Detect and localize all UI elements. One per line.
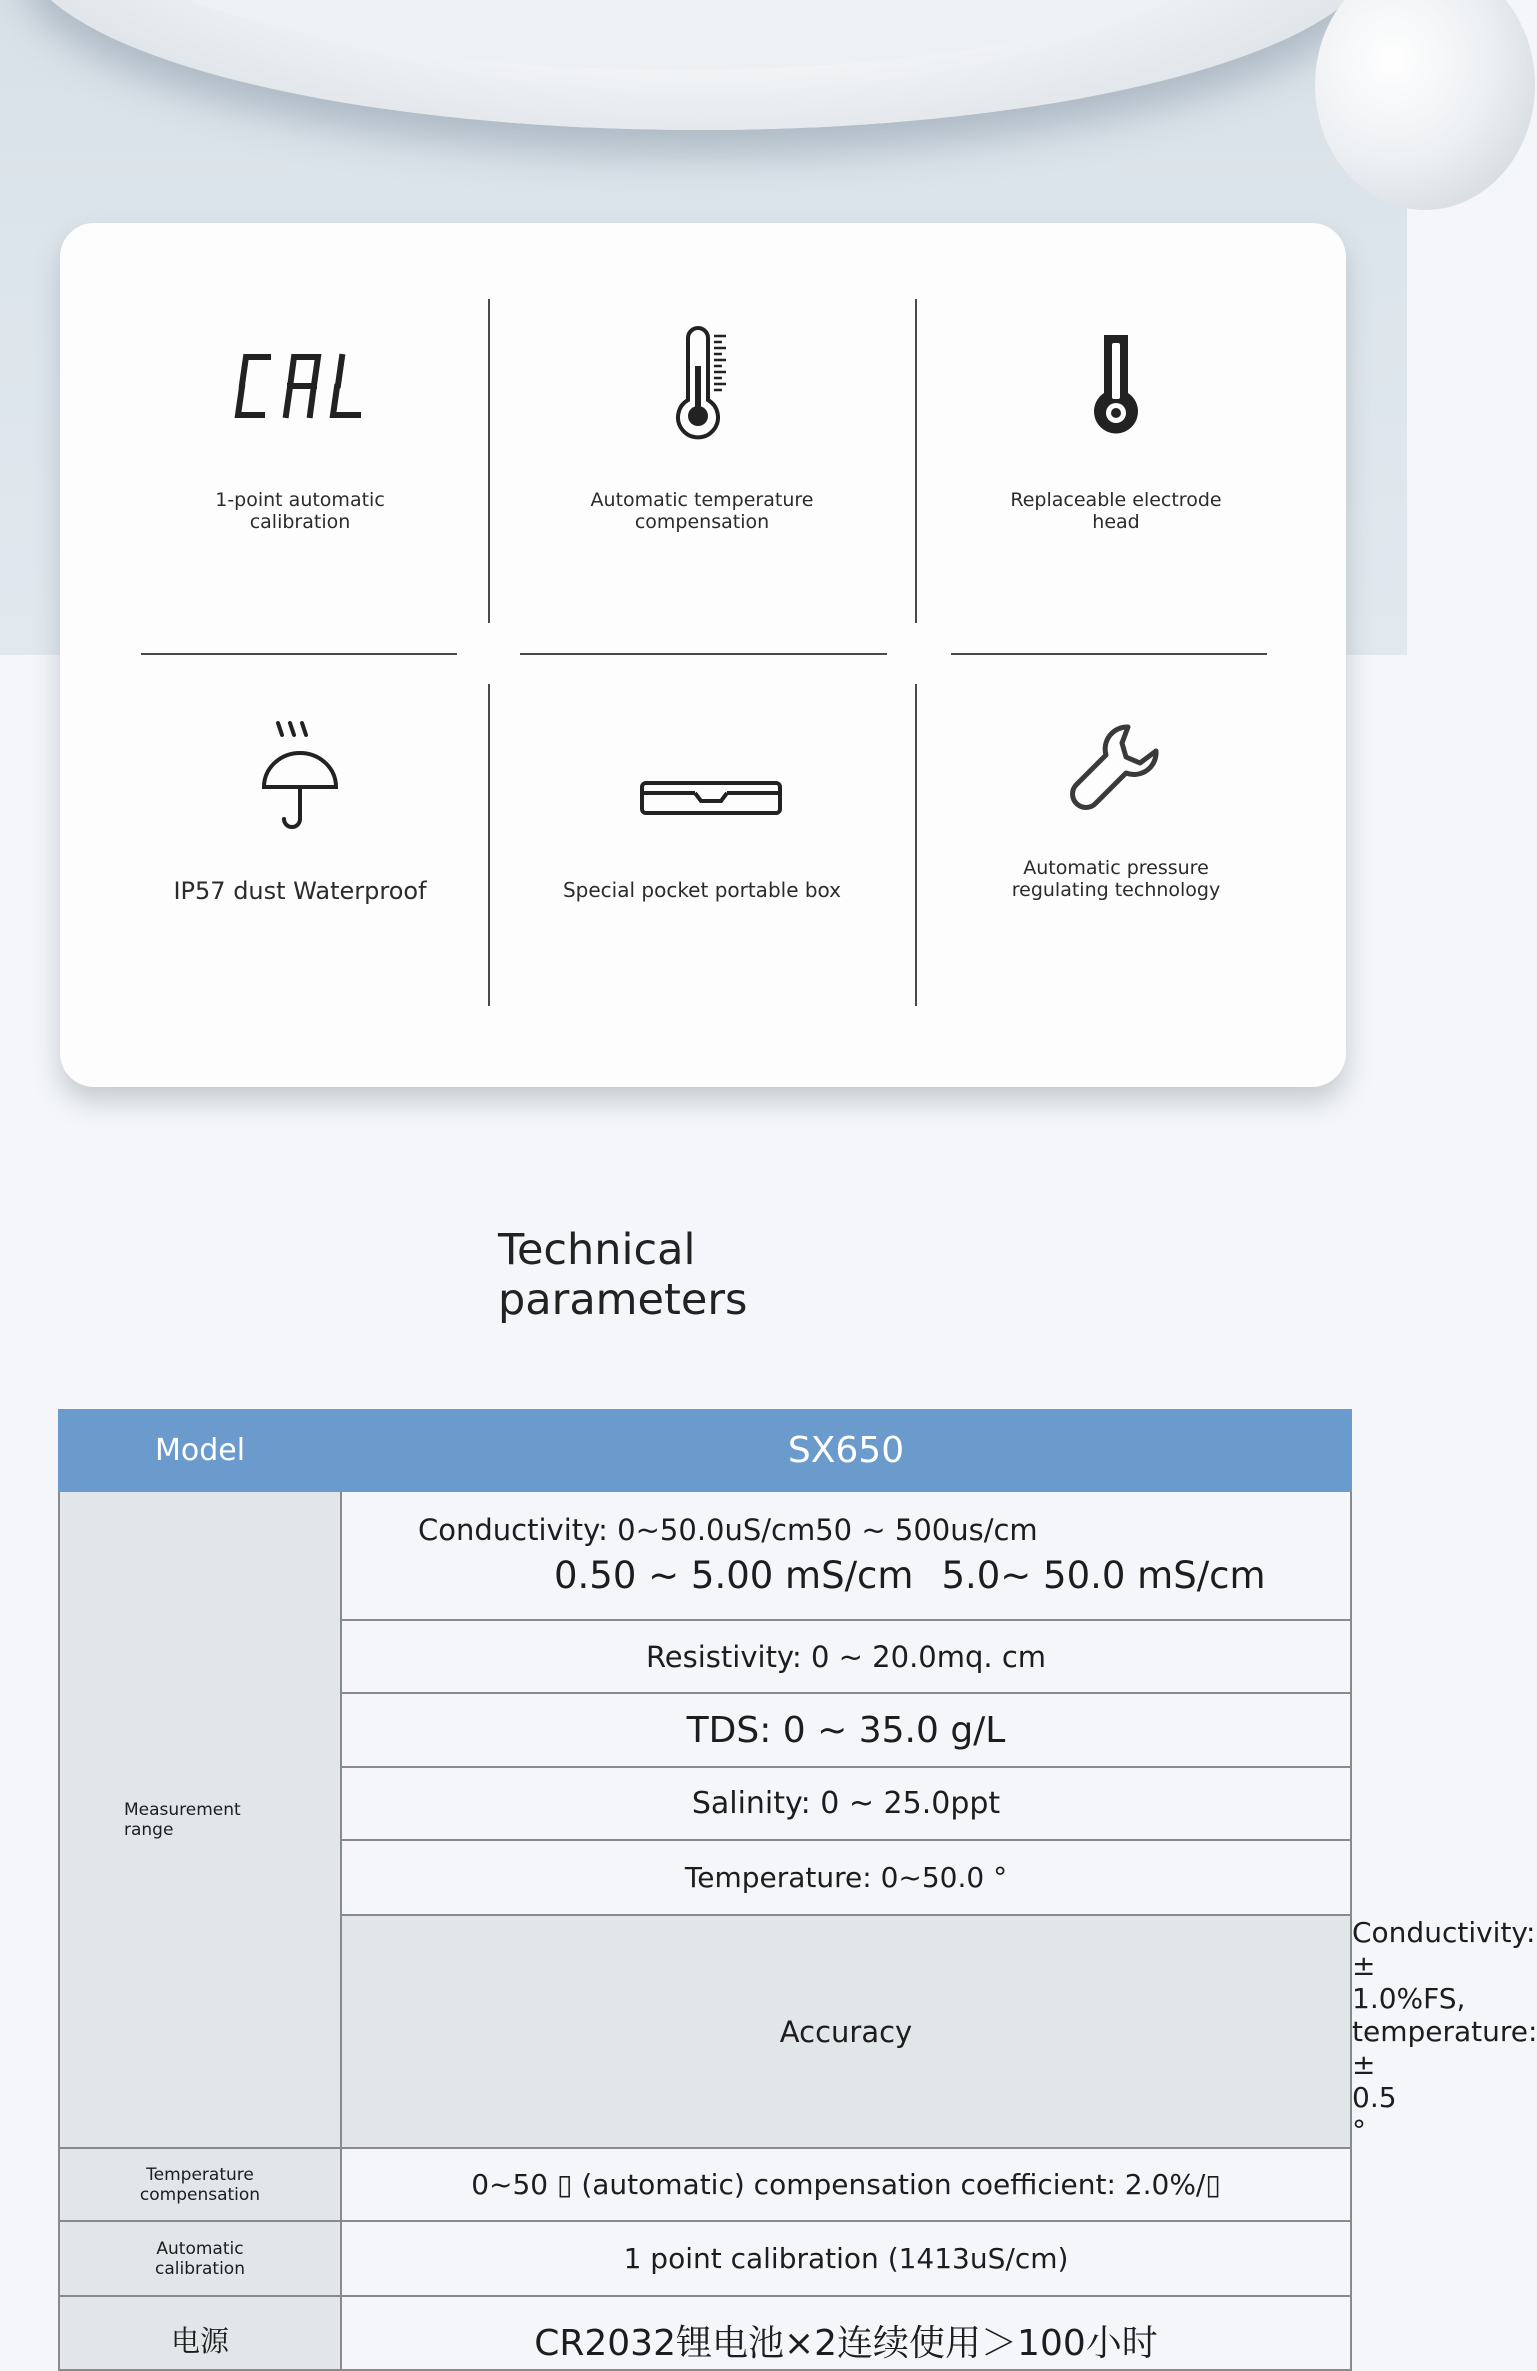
header-model-value: SX650 bbox=[341, 1410, 1351, 1491]
feature-label-line: calibration bbox=[249, 511, 351, 533]
conductivity-range-line bbox=[342, 1550, 1350, 1602]
electrode-icon bbox=[1090, 329, 1142, 441]
feature-waterproof bbox=[120, 693, 480, 1013]
conductivity-range-cell bbox=[341, 1491, 1351, 1620]
auto-calibration-value: 1 point calibration (1413uS/cm) bbox=[341, 2221, 1351, 2296]
key-line: range bbox=[124, 1819, 174, 1840]
cal-display-icon bbox=[238, 351, 362, 421]
table-row bbox=[59, 2221, 1351, 2296]
feature-label-line: head bbox=[1092, 511, 1140, 533]
feature-label-line: 1-point automatic bbox=[215, 489, 385, 511]
section-title-line: Technical bbox=[498, 1225, 696, 1275]
salinity-cell: Salinity: 0 ~ 25.0ppt bbox=[341, 1767, 1351, 1840]
table-row bbox=[59, 2296, 1351, 2370]
feature-label bbox=[120, 877, 480, 905]
feature-label bbox=[916, 489, 1316, 533]
divider bbox=[951, 653, 1267, 655]
feature-label bbox=[120, 489, 480, 533]
table-row bbox=[59, 1491, 1351, 1620]
feature-label-line: compensation bbox=[634, 511, 770, 533]
power-key: 电源 bbox=[59, 2296, 341, 2370]
temperature-range-cell: Temperature: 0~50.0 ° bbox=[341, 1840, 1351, 1915]
feature-label-line: Special pocket portable box bbox=[562, 878, 842, 902]
key-line: Temperature bbox=[146, 2164, 254, 2185]
feature-temp-compensation bbox=[489, 223, 915, 643]
feature-label-line: IP57 dust Waterproof bbox=[173, 877, 427, 905]
feature-card bbox=[60, 223, 1346, 1087]
measurement-range-key bbox=[59, 1491, 341, 2148]
wrench-icon bbox=[1066, 719, 1166, 819]
hero-sphere bbox=[1315, 0, 1535, 210]
feature-replaceable-electrode bbox=[916, 223, 1316, 643]
key-line: compensation bbox=[139, 2184, 261, 2205]
feature-pocket-box bbox=[489, 693, 915, 1013]
conductivity-range-b: 5.0~ 50.0 mS/cm bbox=[941, 1553, 1266, 1597]
conductivity-range-a: 0.50 ~ 5.00 mS/cm bbox=[554, 1553, 914, 1597]
umbrella-icon bbox=[260, 721, 340, 831]
key-line: calibration bbox=[155, 2258, 245, 2279]
accuracy-key: Accuracy bbox=[341, 1915, 1351, 2148]
power-value: CR2032锂电池×2连续使用＞100小时 bbox=[341, 2296, 1351, 2370]
feature-label bbox=[489, 489, 915, 533]
feature-label-line: Automatic temperature bbox=[590, 489, 814, 511]
header-key: Model bbox=[59, 1410, 341, 1491]
key-line: Automatic bbox=[156, 2238, 244, 2259]
table-row: Accuracy Conductivity: ± 1.0%FS, temperature: ± 0.5 ° bbox=[59, 1915, 1351, 2148]
feature-label bbox=[916, 857, 1316, 901]
conductivity-range-line: Conductivity: 0~50.0uS/cm50 ~ 500us/cm bbox=[418, 1512, 1038, 1547]
divider bbox=[141, 653, 457, 655]
table-header-row bbox=[59, 1410, 1351, 1491]
feature-label-line: Automatic pressure bbox=[1023, 857, 1209, 879]
pocket-box-icon bbox=[639, 779, 783, 819]
resistivity-cell: Resistivity: 0 ~ 20.0mq. cm bbox=[341, 1620, 1351, 1693]
section-title bbox=[498, 1225, 858, 1325]
thermometer-icon bbox=[672, 326, 732, 441]
section-title-line: parameters bbox=[498, 1275, 748, 1325]
feature-label-line: Replaceable electrode bbox=[1010, 489, 1222, 511]
temp-compensation-value: 0~50 ▯ (automatic) compensation coefficient: 2.0%/▯ bbox=[341, 2148, 1351, 2221]
feature-pressure-regulating bbox=[916, 693, 1316, 1013]
auto-calibration-key bbox=[59, 2221, 341, 2296]
temp-compensation-key bbox=[59, 2148, 341, 2221]
feature-calibration bbox=[120, 223, 480, 643]
spec-table bbox=[58, 1409, 1537, 2371]
feature-label bbox=[489, 879, 915, 901]
tds-cell: TDS: 0 ~ 35.0 g/L bbox=[341, 1693, 1351, 1767]
feature-label-line: regulating technology bbox=[1011, 879, 1221, 901]
divider bbox=[520, 653, 887, 655]
key-line: Measurement bbox=[124, 1799, 241, 1820]
table-row bbox=[59, 2148, 1351, 2221]
